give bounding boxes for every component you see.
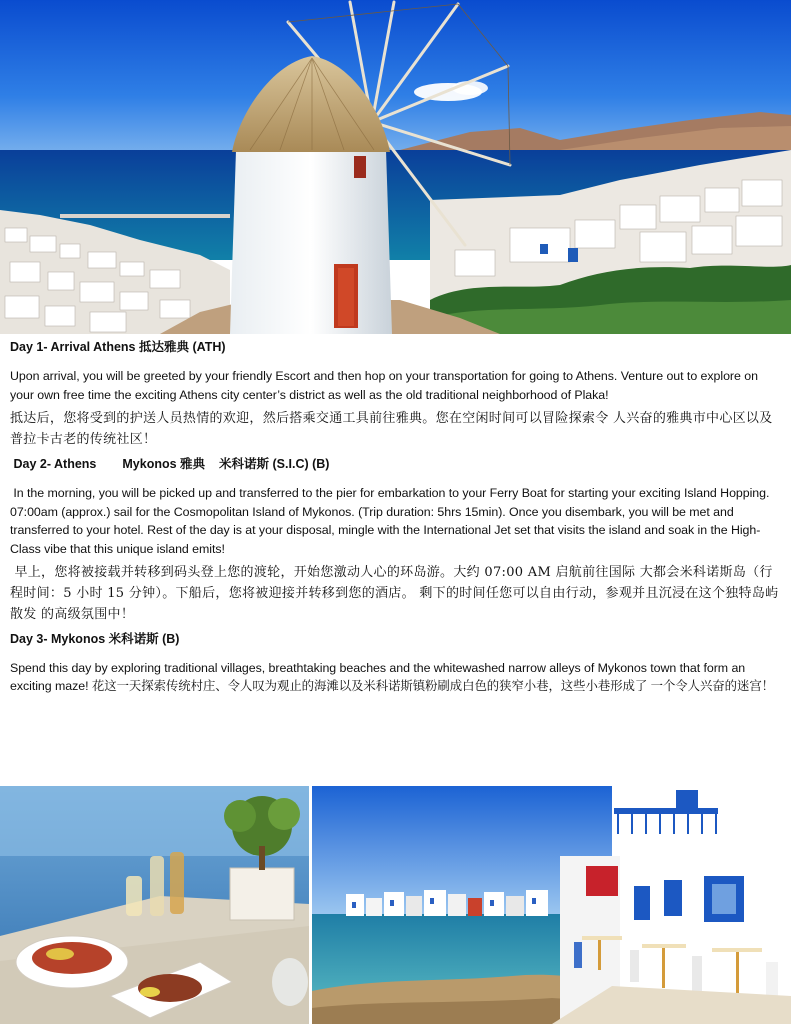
- day2-description-zh: [10, 562, 785, 625]
- day1-heading: Day 1- Arrival Athens 抵达雅典 (ATH): [10, 340, 226, 354]
- day3-description: Spend this day by exploring traditional villages, breathtaking beaches and the whitewashed narrow alleys of Mykonos town that form an exciting maze! 花这一天探索传统村庄、令人叹为观止的海滩以及米科诺斯镇粉刷成白色的狭窄小巷，这些小巷形成了 一个令人兴奋的迷宫！: [10, 661, 775, 693]
- seafood-table-photo: [0, 786, 309, 1024]
- mykonos-windmill-illustration: [0, 0, 791, 334]
- itinerary-text: [10, 336, 785, 695]
- day2-heading: [10, 456, 785, 472]
- day2-heading-part3: 米科诺斯 (S.I.C) (B): [219, 457, 330, 471]
- day3-heading: Day 3- Mykonos 米科诺斯 (B): [10, 632, 180, 646]
- day2-description-en: [10, 484, 785, 558]
- little-venice-photo: [312, 786, 791, 1024]
- seafood-table-illustration: [0, 786, 309, 1024]
- day2-heading-part2: Mykonos 雅典: [122, 457, 206, 471]
- day2-description-en-text: In the morning, you will be picked up and transferred to the pier for embarkation to your Ferry Boat for starting your exciting Island Hopping. 07:00am (approx.) sail for the Cosmopolitan Island of Mykonos. (Trip duration: 5hrs 15min). Once you disembark, you will be met and transferred to your hotel. Rest of the day is at your disposal, mingle with the International Jet set that visits the island and soak in the High-Class vibe that this unique island emits!: [10, 486, 770, 556]
- day1-description-en: Upon arrival, you will be greeted by your friendly Escort and then hop on your transportation for going to Athens. Venture out to explore on your own free time the exciting Athens city center’s district as well as the old traditional neighborhood of Plaka!: [10, 369, 758, 402]
- day2-description-zh-text: 早上，您将被接载并转移到码头登上您的渡轮，开始您激动人心的环岛游。大约 07:00 AM 启航前往国际 大都会米科诺斯岛（行程时间：5 小时 15 分钟）。下船后，您将被迎接并转移到您的酒店。 剩下的时间任您可以自由行动，参观并且沉浸在这个独特岛屿散发 的高级氛围中！: [10, 565, 779, 622]
- day1-description-zh: 抵达后，您将受到的护送人员热情的欢迎，然后搭乘交通工具前往雅典。您在空闲时间可以冒险探索令 人兴奋的雅典市中心区以及普拉卡古老的传统社区！: [10, 411, 773, 447]
- little-venice-illustration: [312, 786, 791, 1024]
- day2-heading-part1: Day 2- Athens: [13, 457, 97, 471]
- hero-photo: [0, 0, 791, 334]
